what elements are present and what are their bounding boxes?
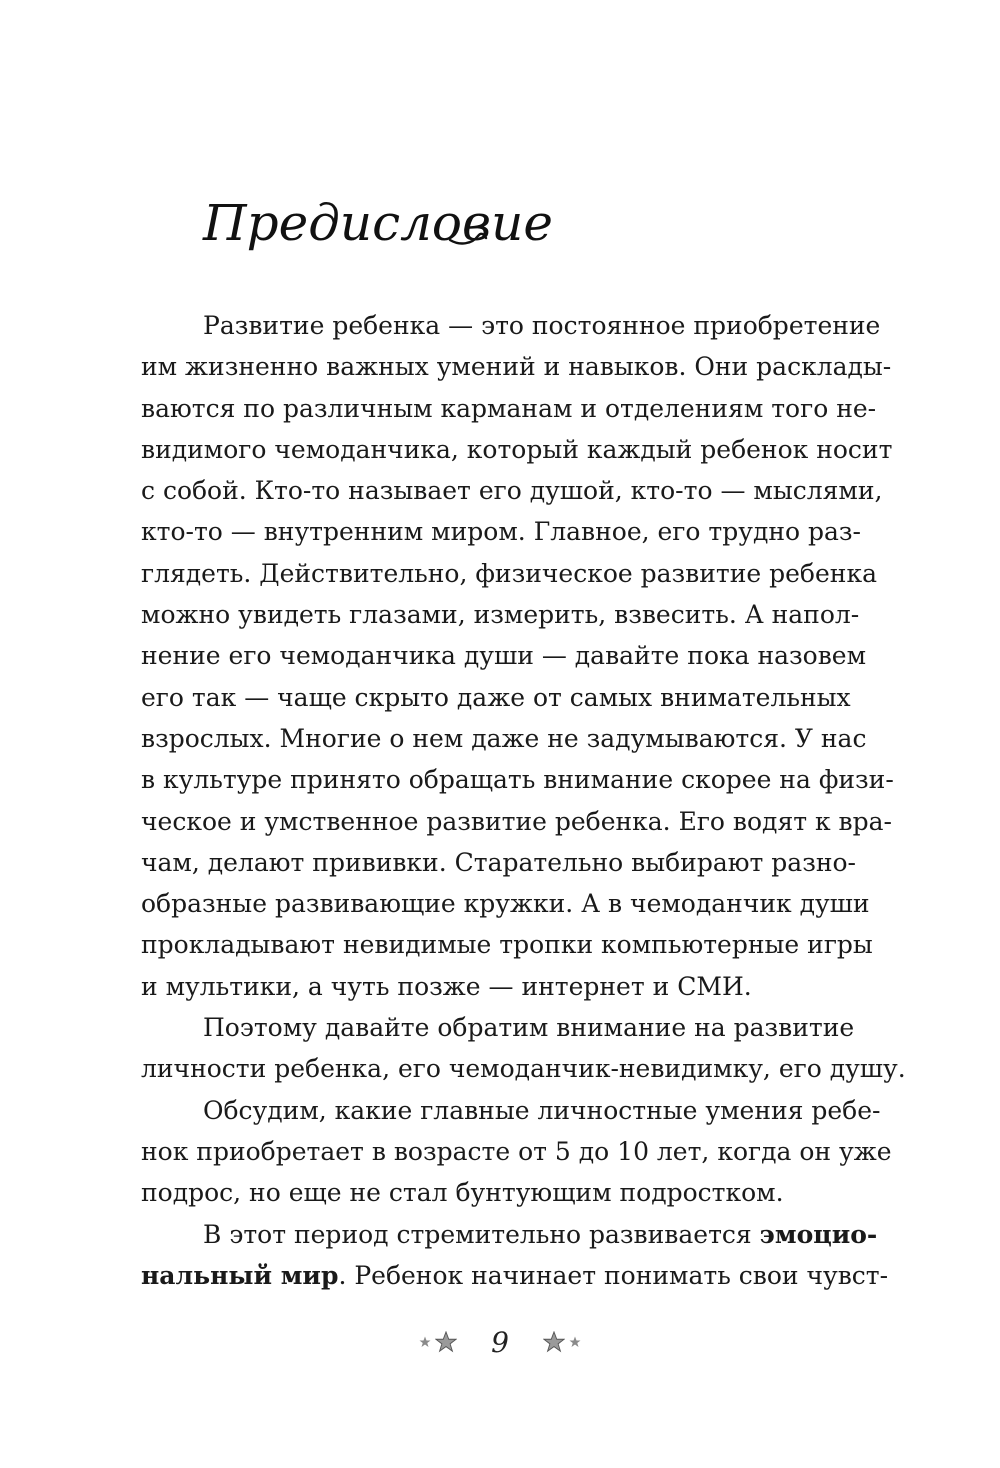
text-line: можно увидеть глазами, измерить, взвесить. А напол- <box>141 600 860 630</box>
text-line: подрос, но еще не стал бунтующим подростком. <box>141 1178 784 1208</box>
text-line: взрослых. Многие о нем даже не задумываются. У нас <box>141 723 867 753</box>
text-line: видимого чемоданчика, который каждый ребенок носит <box>141 434 893 464</box>
small-star-icon <box>419 1336 431 1348</box>
text-line: им жизненно важных умений и навыков. Они расклады- <box>141 352 892 382</box>
page-footer <box>0 1322 1000 1362</box>
text-line: чам, делают прививки. Старательно выбирают разно- <box>141 847 857 877</box>
text-line: личности ребенка, его чемоданчик-невидимку, его душу. <box>141 1054 906 1084</box>
text-line: ческое и умственное развитие ребенка. Его водят к вра- <box>141 806 892 836</box>
text-line: Обсудим, какие главные личностные умения ребе- <box>203 1095 881 1125</box>
text-line: ваются по различным карманам и отделениям того не- <box>141 393 877 423</box>
text-line: его так — чаще скрыто даже от самых внимательных <box>141 682 851 712</box>
large-star-icon <box>543 1331 565 1353</box>
chapter-title: Предисловие <box>203 194 553 252</box>
text-line: с собой. Кто-то называет его душой, кто-то — мыслями, <box>141 476 883 506</box>
text-run: В этот период стремительно развивается <box>203 1219 760 1249</box>
text-run: . Ребенок начинает понимать свои чувст- <box>338 1260 889 1290</box>
bold-term: нальный мир <box>141 1260 339 1290</box>
flourish-icon <box>448 218 488 248</box>
text-line: Поэтому давайте обратим внимание на развитие <box>203 1013 855 1043</box>
text-line: Развитие ребенка — это постоянное приобретение <box>203 311 881 340</box>
text-line: нение его чемоданчика души — давайте пока назовем <box>141 641 867 671</box>
text-line <box>141 1214 878 1255</box>
chapter-heading <box>203 188 623 268</box>
bold-term: эмоцио- <box>759 1219 878 1249</box>
small-star-icon <box>569 1336 581 1348</box>
text-line: прокладывают невидимые тропки компьютерные игры <box>141 930 873 960</box>
page-number: 9 <box>491 1325 509 1359</box>
large-star-icon <box>435 1331 457 1353</box>
text-line: нок приобретает в возрасте от 5 до 10 лет, когда он уже <box>141 1136 892 1166</box>
text-line <box>141 1255 889 1296</box>
star-ornament-icon <box>543 1331 581 1353</box>
text-line: в культуре принято обращать внимание скорее на физи- <box>141 765 894 795</box>
body-text <box>141 305 906 1296</box>
text-line: глядеть. Действительно, физическое развитие ребенка <box>141 558 877 588</box>
text-line: кто-то — внутренним миром. Главное, его трудно раз- <box>141 517 861 547</box>
star-ornament-icon <box>419 1331 457 1353</box>
text-line: образные развивающие кружки. А в чемоданчик души <box>141 889 870 919</box>
text-line: и мультики, а чуть позже — интернет и СМИ. <box>141 971 752 1001</box>
